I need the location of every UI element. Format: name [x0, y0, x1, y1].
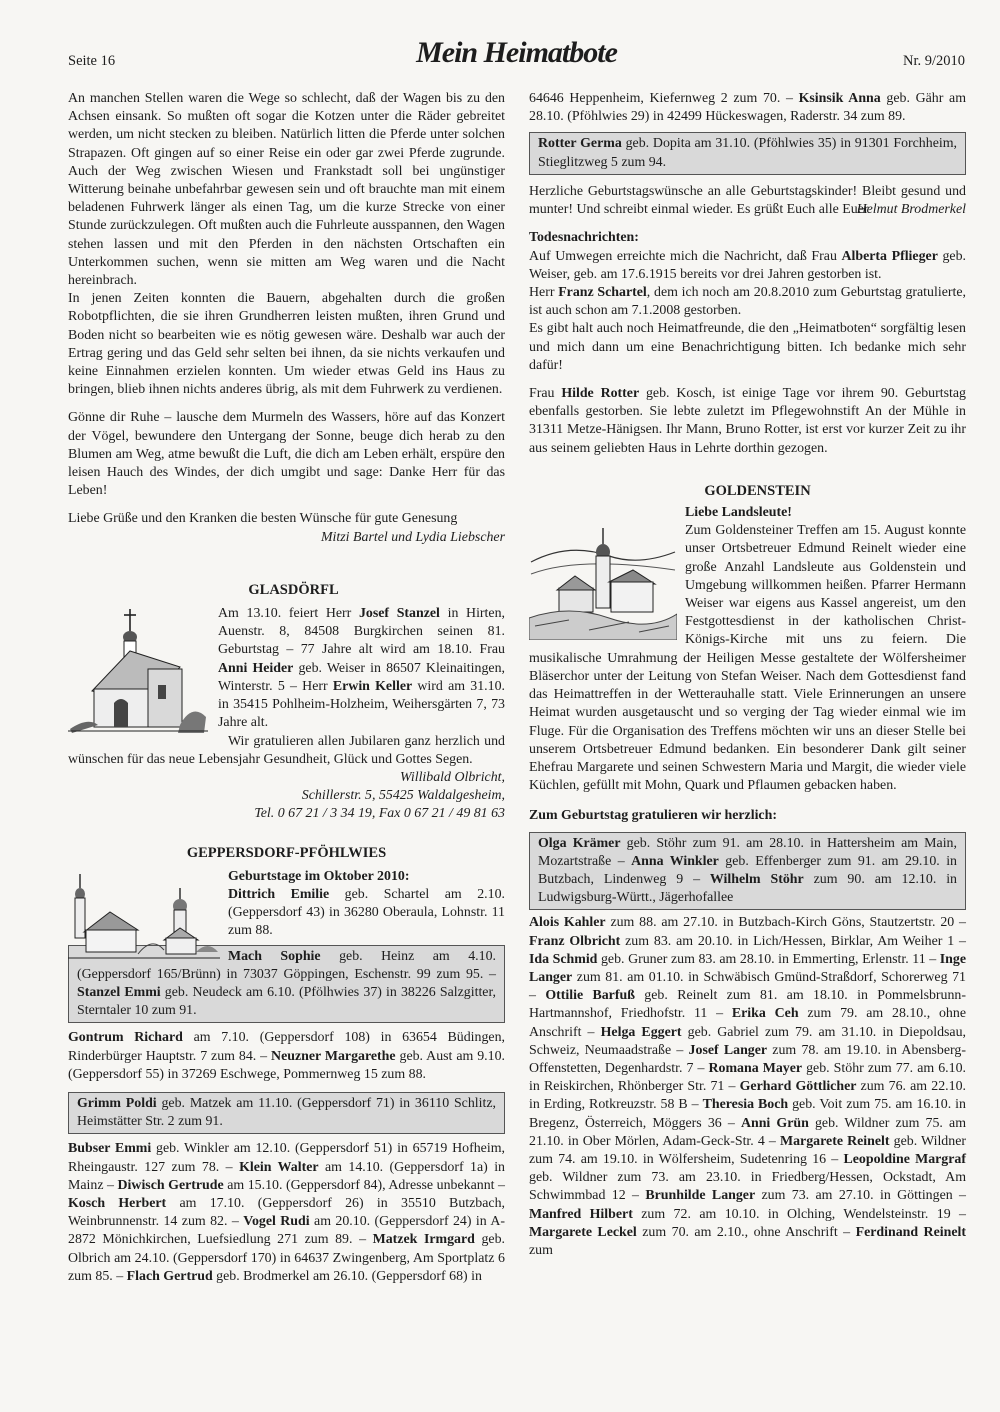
page-number: Seite 16 — [68, 53, 116, 69]
glasdoerfl-section — [68, 605, 505, 823]
section-title-glasdoerfl: GLASDÖRFL — [248, 581, 339, 598]
paragraph: In jenen Zeiten konnten die Bauern, abgehalten durch die großen Robotpflichten, die sie ihren Grundherren leisten mußten, ihren Grund und Boden nicht so bearbeiten wie es nötig gewesen wäre. Deshalb war auch der Ertrag gering und das Geld sehr selten bei ihnen, da sie nichts verkaufen und keine Einnahmen erzielen konnten. Um wieder etwas Geld ins Haus zu bringen, blieb ihnen nichts anderes übrig, als mit dem Fuhrwerk zu verdienen. — [68, 291, 505, 398]
death-notice: Herr Franz Schartel, dem ich noch am 20.8.2010 zum Geburtstag gratulierte, ist auch schon am 7.1.2008 gestorben. — [529, 285, 966, 319]
paragraph: An manchen Stellen waren die Wege so schlecht, daß der Wagen bis zu den Achsen einsank. So mußten oft sogar die Kotzen unter die Räder gebreitet werden, um nicht stecken zu bleiben. Natürlich litten die Pferde unter solchen Strapazen. Oft gingen auf so einer Reise ein oder gar zwei Pferde zugrunde. Auch der Weg zwischen Wiesen und Frankstadt soll bei ungünstiger Witterung beinahe unbefahrbar gewesen sein und oft brauchte man mit einem beladenen Fuhrwerk länger als einen Tag, um die kurze Strecke von einer Stunde zurückzulegen. Oft mußten auch die Fuhrleute ausspannen, den Wagen stehen lassen und mit den Pferden in den nächsten Ortschaften ein Unterkommen suchen, wenn sie mitten am Weg waren und die Nacht hereinbrach. — [68, 91, 505, 289]
paragraph: Es gibt halt auch noch Heimatfreunde, die den „Heimatboten“ sorgfältig lesen und mich dann um eine Benachrichtigung bitten. Ich bedanke mich sehr dafür! — [529, 321, 966, 373]
birthday-entry: 64646 Heppenheim, Kiefernweg 2 zum 70. – Ksinsik Anna geb. Gähr am 28.10. (Pföhlwies 29) in 42499 Hückeswagen, Raderstr. 34 zum 89. — [529, 91, 966, 125]
paragraph: Gönne dir Ruhe – lausche dem Murmeln des Wassers, höre auf das Konzert der Vögel, bewundere den Untergang der Sonne, beuge dich herab zu den Blumen am Weg, atme bewußt die Luft, die dich am Leben erhält, erspüre den leisen Hauch des Windes, der dich umgibt und sage: Danke Herr für das Leben! — [68, 410, 505, 499]
death-notice: Frau Hilde Rotter geb. Kosch, ist einige Tage vor ihrem 90. Geburtstag ebenfalls gestorben. Sie lebte zuletzt im Pflegewohnstift An der Mühle in 31311 Metze-Hänigsen. Ihr Mann, Bruno Rotter, ist erst vor kurzer Zeit zu ihr aus seinem geliebten Haus in Lehrte dorthin gezogen. — [529, 386, 966, 456]
wish-paragraph: Wir gratulieren allen Jubilaren ganz herzlich und wünschen für das neue Lebensjahr Gesundheit, Glück und Gottes Segen. — [68, 733, 505, 767]
page-header — [68, 36, 965, 78]
subheading: Geburtstage im Oktober 2010: — [228, 868, 410, 884]
goldenstein-section — [529, 504, 966, 1260]
section-title-goldenstein: GOLDENSTEIN — [704, 482, 811, 499]
signature: Mitzi Bartel und Lydia Liebscher — [320, 529, 505, 545]
birthday-entry: Dittrich Emilie geb. Schartel am 2.10. (Geppersdorf 43) in 36280 Oberaula, Lohnstr. 11 zum 88. — [228, 886, 505, 939]
chapel-illustration — [68, 605, 208, 733]
section-title-geppersdorf: GEPPERSDORF-PFÖHLWIES — [186, 844, 387, 861]
signature: Willibald Olbricht, — [400, 769, 505, 785]
signature: Helmut Brodmerkel — [856, 202, 966, 218]
highlight-box: Mach Sophie geb. Heinz am 4.10. (Geppersdorf 165/Brünn) in 73037 Göppingen, Eschenstr. 99 zum 95. – Stanzel Emmi geb. Neudeck am 6.10. (Pfölhwies 37) in 38226 Salzgitter, Sterntaler 10 zum 91. — [68, 945, 505, 1024]
deaths-heading: Todesnachrichten: — [529, 230, 639, 246]
village-illustration — [68, 870, 220, 962]
wish-paragraph: Herzliche Geburtstagswünsche an alle Geburtstagskinder! Bleibt gesund und munter! Und schreibt einmal wieder. Es grüßt Euch alle Euer — [529, 183, 966, 218]
highlight-box: Grimm Poldi geb. Matzek am 11.10. (Geppersdorf 71) in 36110 Schlitz, Heimstätter Str. 2 zum 91. — [68, 1092, 505, 1134]
birthday-entry: Bubser Emmi geb. Winkler am 12.10. (Geppersdorf 51) in 65719 Hofheim, Rheingaustr. 127 zum 78. – Klein Walter am 14.10. (Geppersdorf 1a) in Mainz – Diwisch Gertrude am 15.10. (Geppersdorf 84), Adresse unbekannt – Kosch Herbert am 17.10. (Geppersdorf 26) in 35510 Butzbach, Weinbrunnenstr. 14 zum 82. – Vogel Rudi am 20.10. (Geppersdorf 24) in A-2872 Mönichkirchen, Luefsiedlung 271 zum 89. – Matzek Irmgard geb. Olbrich am 24.10. (Geppersdorf 170) in 64637 Zwingenberg, Am Sportplatz 6 zum 85. – Flach Gertrud geb. Brodmerkel am 26.10. (Geppersdorf 68) in — [68, 1141, 505, 1284]
geppersdorf-section — [68, 868, 505, 1286]
greeting: Liebe Landsleute! — [685, 505, 792, 521]
subheading: Zum Geburtstag gratulieren wir herzlich: — [529, 808, 777, 824]
signature-phone: Tel. 0 67 21 / 3 34 19, Fax 0 67 21 / 49 81 63 — [254, 806, 505, 822]
report-paragraph: Zum Goldensteiner Treffen am 15. August konnte unser Ortsbetreuer Edmund Reinelt wieder eine große Anzahl Landsleute aus Goldenstein und Umgebung willkommen heißen. Pfarrer Hermann Weiser war eigens aus Kassel angereist, um den Festgottesdienst in der katholischen Christ-Königs-Kirche mit uns zu feiern. Die musikalische Umrahmung der Heiligen Messe gestaltete der Wölfersheimer Bläserchor unter der Leitung von Stefan Weiser. Nach dem Gottesdienst fand das Heimattreffen in der Wetterauhalle statt. Viele Erinnerungen an unsere Heimat wurden ausgetauscht und so verging der Tag wieder einmal wie im Fluge. Für die Organisation des Treffens möchten wir uns an dieser Stelle bei unserem Ortsbetreuer Edmund bedanken. Ein besonderer Dank gilt seiner Ehefrau Margarete und seinen Schwestern Maria und Margit, die wieder viele Küchlen, gefüllt mit Mohn, Quark und Pflaumen gebacken haben. — [529, 523, 966, 794]
issue-number: Nr. 9/2010 — [902, 53, 965, 69]
death-notice: Auf Umwegen erreichte mich die Nachricht, daß Frau Alberta Pflieger geb. Weiser, geb. am 17.6.1915 bereits vor drei Jahren gestorben ist. — [529, 248, 966, 282]
birthday-entry: Gontrum Richard am 7.10. (Geppersdorf 108) in 63654 Büdingen, Rinderbürger Hauptstr. 7 zum 84. – Neuzner Margarethe geb. Aust am 9.10. (Geppersdorf 55) in 37269 Eschwege, Pommernweg 15 zum 88. — [68, 1030, 506, 1082]
greeting-paragraph: Liebe Grüße und den Kranken die besten Wünsche für gute Genesung — [68, 511, 458, 527]
right-column — [529, 90, 966, 1260]
town-illustration — [529, 522, 677, 640]
masthead-logo: Mein Heimatbote — [416, 36, 617, 69]
birthday-list: Alois Kahler zum 88. am 27.10. in Butzbach-Kirch Göns, Stautzertstr. 20 – Franz Olbricht zum 83. am 20.10. in Lich/Hessen, Birklar, Am Weiher 1 – Ida Schmid geb. Gruner zum 83. am 28.10. in Emmerting, Erlenstr. 11 – Inge Langer zum 81. am 01.10. in Schwäbisch Gmünd-Straßdorf, Schorerweg 71 – Ottilie Barfuß geb. Reinelt zum 81. am 18.10. in Pommelsbrunn-Hartmannshof, Friedhofstr. 11 – Erika Ceh zum 79. am 28.10., ohne Anschrift – Helga Eggert geb. Gabriel zum 79. am 31.10. in Diepoldsau, Schweiz, Neumaadstraße – Josef Langer zum 78. am 19.10. in Abensberg-Offenstetten, Degenhardstr. 7 – Romana Mayer geb. Stöhr zum 77. am 6.10. in Reiskirchen, Rhönberger Str. 71 – Gerhard Göttlicher zum 76. am 22.10. in Erding, Rotkreuzstr. 58 B – Theresia Boch geb. Voit zum 75. am 16.10. in Bregenz, Österreich, Möggers 36 – Anni Grün geb. Wildner zum 75. am 21.10. in Ober Mörlen, Adam-Geck-Str. 4 – Margarete Reinelt geb. Wildner zum 74. am 19.10. in Wölfersheim, Sudetenring 16 – Leopoldine Margraf geb. Wildner zum 73. am 23.10. in Friedberg/Hessen, Ockstadt, Am Schwimmbad 12 – Brunhilde Langer zum 73. am 27.10. in Göttingen – Manfred Hilbert zum 72. am 10.10. in Olching, Wendelsteinstr. 19 – Margarete Leckel zum 70. am 2.10., ohne Anschrift – Ferdinand Reinelt zum — [529, 915, 967, 1258]
highlight-box: Olga Krämer geb. Stöhr zum 91. am 28.10. in Hattersheim am Main, Mozartstraße – Anna Winkler geb. Effenberger zum 91. am 29.10. in Butzbach, Lindenweg 9 – Wilhelm Stöhr zum 90. am 12.10. in Ludwigsburg-Württ., Jägerhofallee — [529, 832, 966, 911]
birthday-paragraph: Am 13.10. feiert Herr Josef Stanzel in Hirten, Auenstr. 8, 84508 Burgkirchen seinen 81. Geburtstag – 77 Jahre alt wird am 18.10. Frau Anni Heider geb. Weiser in 86507 Kleinaitingen, Winterstr. 5 – Herr Erwin Keller wird am 31.10. in 35415 Pohlheim-Holzheim, Weihersgärten 7, 73 Jahre alt. — [218, 606, 506, 731]
left-column — [68, 90, 505, 1286]
highlight-box: Rotter Germa geb. Dopita am 31.10. (Pföhlwies 35) in 91301 Forchheim, Stieglitzweg 5 zum 94. — [529, 132, 966, 174]
signature-address: Schillerstr. 5, 55425 Waldalgesheim, — [301, 788, 505, 804]
